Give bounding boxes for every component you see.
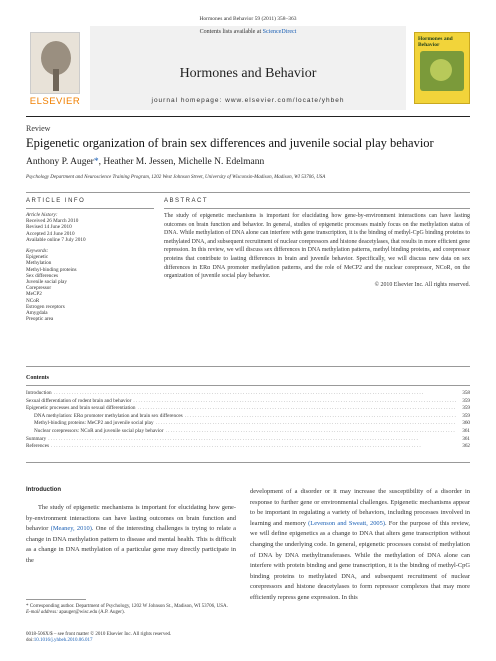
history-item: Received 26 March 2010 — [26, 218, 79, 225]
journal-title: Hormones and Behavior — [179, 66, 317, 81]
keyword: Preoptic area — [26, 316, 54, 323]
toc-entry[interactable]: Sexual differentiation of rodent brain and behavior . . . 359 — [26, 398, 470, 406]
header-rule — [26, 116, 470, 117]
issn-block — [26, 632, 236, 645]
co-authors: , Heather M. Jessen, Michelle N. Edelmann — [98, 157, 265, 167]
contents-sub-rule — [26, 385, 470, 386]
abstract — [164, 212, 470, 289]
article-info — [26, 212, 154, 322]
publisher-name: ELSEVIER — [29, 96, 81, 107]
keyword: Sex differences — [26, 272, 59, 279]
history-item: Available online 7 July 2010 — [26, 236, 86, 243]
contents-prefix: Contents lists available at — [199, 29, 263, 35]
keyword: Juvenile social play — [26, 279, 67, 286]
doi-link[interactable]: 10.1016/j.yhbeh.2010.06.017 — [33, 638, 93, 644]
citation-link[interactable]: (Meaney, 2010) — [50, 525, 92, 533]
elsevier-logo — [26, 28, 84, 108]
footnote — [26, 604, 236, 617]
keyword: MeCP2 — [26, 291, 42, 298]
keyword: Corepressor — [26, 285, 52, 292]
intro-right-column — [250, 487, 470, 604]
history-label: Article history: — [26, 212, 58, 218]
running-head: Hormones and Behavior 59 (2011) 358–363 — [199, 16, 297, 22]
email-link[interactable]: apauger@wisc.edu — [59, 610, 98, 616]
sciencedirect-link[interactable]: ScienceDirect — [262, 29, 297, 35]
info-sub-rule — [26, 208, 154, 209]
info-rule — [26, 192, 470, 193]
masthead-center — [90, 26, 406, 110]
keyword: Estrogen receptors — [26, 303, 65, 310]
corresponding-author-marker[interactable]: * — [93, 157, 99, 167]
keyword: Epigenetic — [26, 254, 49, 261]
article-title: Epigenetic organization of brain sex differences and juvenile social play behavior — [26, 136, 434, 150]
history-item: Revised 14 June 2010 — [26, 224, 72, 231]
toc-entry[interactable]: References . . . 362 — [26, 443, 470, 451]
introduction-heading: Introduction — [26, 487, 61, 493]
toc-entry[interactable]: DNA methylation: ERα promoter methylation and brain sex differences . . . 359 — [26, 413, 470, 421]
history-item: Accepted 24 June 2010 — [26, 230, 75, 237]
keyword: NCoR — [26, 297, 40, 304]
journal-cover — [414, 32, 470, 104]
toc-entry[interactable]: Introduction . . . 358 — [26, 390, 470, 398]
first-author: Anthony P. Auger — [26, 157, 94, 167]
elsevier-tree-icon — [30, 32, 80, 94]
toc-entry[interactable]: Summary . . . 361 — [26, 436, 470, 444]
toc-entry[interactable]: Nuclear corepressors: NCoR and juvenile social play behavior . . . 361 — [26, 428, 470, 436]
contents-heading: Contents — [26, 375, 50, 381]
intro-left-column — [26, 503, 236, 567]
abstract-sub-rule — [164, 208, 470, 209]
toc-entry[interactable]: Epigenetic processes and brain sexual differentiation . . . 359 — [26, 405, 470, 413]
keyword: Amygdala — [26, 310, 48, 317]
front-matter-line: 0018-506X/$ – see front matter © 2010 Elsevier Inc. All rights reserved. — [26, 632, 172, 637]
copyright: © 2010 Elsevier Inc. All rights reserved. — [374, 281, 470, 288]
doi-line: doi:10.1016/j.yhbeh.2010.06.017 — [26, 638, 93, 644]
journal-masthead — [26, 26, 470, 110]
table-of-contents — [26, 390, 470, 451]
footnote-rule — [26, 599, 86, 600]
intro-paragraph: development of a disorder or it may increase the susceptibility of a disorder in response to further gene or environmental challenges. Epigenetic mechanisms appear to be important in regulating a variety of behaviors, including processes involved in learning and memory (Levenson and Sweatt, 2005). For the purpose of this review, we will define epigenetics as a change to DNA that alters gene transcription without changing the underlying code. In general, epigenetic processes consist of methylation of DNA by DNA methyltransferases. While the methylation of DNA alone can interfere with protein binding and gene transcription, it is the binding of methyl-CpG binding proteins to methylated DNA, and subsequent recruitment of nuclear corepressors and histone deacetylases to form repressor complexes that may more efficiently repress gene expression. In this — [250, 488, 470, 601]
section-type: Review — [26, 124, 51, 133]
keyword: Methylation — [26, 260, 52, 267]
contents-available-line — [90, 29, 406, 35]
intro-paragraph: The study of epigenetic mechanisms is important for elucidating how gene-by-environment interactions can have lasting outcomes on brain function and behavior (Meaney, 2010). One of the interesting challenges is trying to relate a change in DNA methylation pattern to disease and mental health. This is difficult as a change in DNA methylation of a particular gene may directly participate in the — [26, 504, 236, 564]
affiliation: Psychology Department and Neuroscience Training Program, 1202 West Johnson Street, University of Wisconsin-Madison, Madison, WI 53706, USA — [26, 175, 326, 180]
email-line: E-mail address: apauger@wisc.edu (A.P. Auger). — [26, 610, 125, 616]
keywords-label: Keywords: — [26, 248, 49, 255]
corresponding-note: * Corresponding author. Department of Psychology, 1202 W Johnson St., Madison, WI 53706, USA. — [26, 604, 228, 609]
journal-homepage[interactable]: journal homepage: www.elsevier.com/locate/yhbeh — [151, 97, 345, 104]
abstract-text: The study of epigenetic mechanisms is important for elucidating how gene-by-environment interactions can have lasting outcomes on brain function and behavior. In general, studies of epigenetic processes mainly focus on the methylation status of DNA. While methylation of DNA alone can interfere with gene transcription, it is the binding of methyl-CpG binding proteins to methylated DNA, and subsequent recruitment of nuclear corepressors and histone deacetylases, that results in more efficient gene repression. In this review, we will discuss sex differences in DNA methylation patterns, methyl binding proteins, and corepressor proteins that contribute to lasting differences in brain and juvenile behavior. Specifically, we will discuss new data on sex differences in ERα DNA promoter methylation patterns, and the role of MeCP2 and the nuclear corepressor, NCoR, on the organization of juvenile social play behavior. — [164, 213, 470, 280]
keyword: Methyl-binding proteins — [26, 266, 77, 273]
article-info-heading: ARTICLE INFO — [26, 198, 86, 204]
abstract-heading: ABSTRACT — [164, 198, 209, 204]
author-list — [26, 157, 264, 167]
cover-image — [420, 51, 464, 91]
cover-title: Hormones and Behavior — [418, 36, 453, 48]
contents-end-rule — [26, 462, 470, 463]
contents-rule — [26, 366, 470, 367]
citation-link[interactable]: (Levenson and Sweatt, 2005) — [308, 519, 385, 527]
toc-entry[interactable]: Methyl-binding proteins: MeCP2 and juvenile social play . . . 360 — [26, 420, 470, 428]
